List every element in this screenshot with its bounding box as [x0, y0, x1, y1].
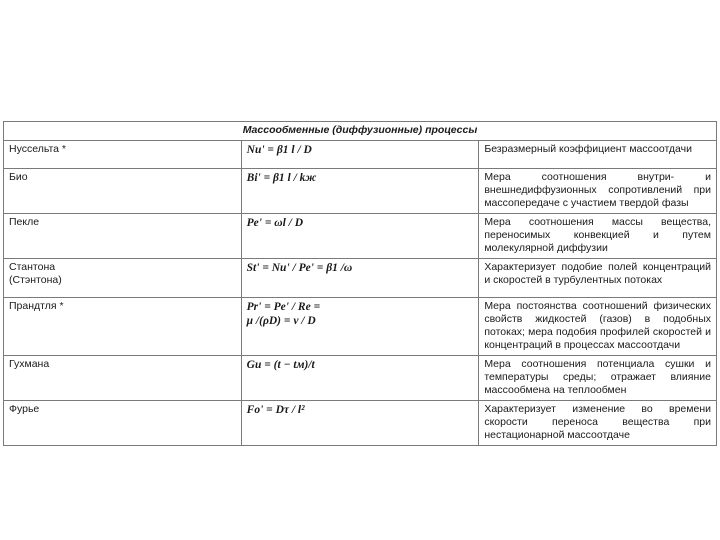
number-name-alt: (Стэнтона)	[9, 274, 62, 286]
number-name-cell	[4, 169, 242, 214]
description-cell: Безразмерный коэффициент массоотдачи	[479, 141, 717, 169]
formula-cell	[241, 259, 479, 298]
table-title: Массообменные (диффузионные) процессы	[4, 122, 717, 141]
formula-text: Bi' = β1 l / kж	[246, 172, 317, 184]
number-name: Стантона	[9, 261, 56, 273]
description-cell: Мера соотношения внутри- и внешнедиффузионных сопротивлений при массопередаче с участием твердой фазы	[479, 169, 717, 214]
number-name: Фурье	[9, 403, 40, 415]
formula-text-continued: μ /(ρD) = ν / D	[246, 315, 316, 327]
description-cell: Мера постоянства соотношений физических свойств жидкостей (газов) в подобных потоках; мера подобия профилей скоростей и концентраций в процессах массоотдачи	[479, 298, 717, 356]
number-name-cell	[4, 259, 242, 298]
number-name: Пекле	[9, 216, 40, 228]
table-row	[4, 298, 717, 356]
formula-text: Pe' = ωl / D	[246, 217, 304, 229]
table-row	[4, 169, 717, 214]
table-row	[4, 401, 717, 446]
number-name-cell	[4, 141, 242, 169]
formula-cell	[241, 356, 479, 401]
number-name: Нуссельта *	[9, 143, 67, 155]
number-name-cell	[4, 298, 242, 356]
description-cell: Мера соотношения массы вещества, переносимых конвекцией и путем молекулярной диффузии	[479, 214, 717, 259]
mass-transfer-table	[3, 121, 717, 446]
table-row	[4, 259, 717, 298]
number-name: Прандтля *	[9, 300, 64, 312]
formula-cell	[241, 401, 479, 446]
formula-cell	[241, 141, 479, 169]
description-cell: Характеризует подобие полей концентраций и скоростей в турбулентных потоках	[479, 259, 717, 298]
formula-text: Fo' = Dτ / l²	[246, 404, 305, 416]
table-row	[4, 214, 717, 259]
number-name: Био	[9, 171, 28, 183]
description-cell: Мера соотношения потенциала сушки и температуры среды; отражает влияние массообмена на теплообмен	[479, 356, 717, 401]
formula-text: Gu = (t − tм)/t	[246, 359, 315, 371]
table-row	[4, 141, 717, 169]
number-name: Гухмана	[9, 358, 50, 370]
number-name-cell	[4, 356, 242, 401]
formula-text: Nu' = β1 l / D	[246, 144, 312, 156]
number-name-cell	[4, 401, 242, 446]
formula-text: Pr' = Pe' / Re =	[246, 301, 321, 313]
table-title-row	[4, 122, 717, 141]
formula-cell	[241, 214, 479, 259]
formula-cell	[241, 298, 479, 356]
description-cell: Характеризует изменение во времени скорости переноса вещества при нестационарной массоотдаче	[479, 401, 717, 446]
formula-text: St' = Nu' / Pe' = β1 /ω	[246, 262, 353, 274]
table-row	[4, 356, 717, 401]
number-name-cell	[4, 214, 242, 259]
formula-cell	[241, 169, 479, 214]
